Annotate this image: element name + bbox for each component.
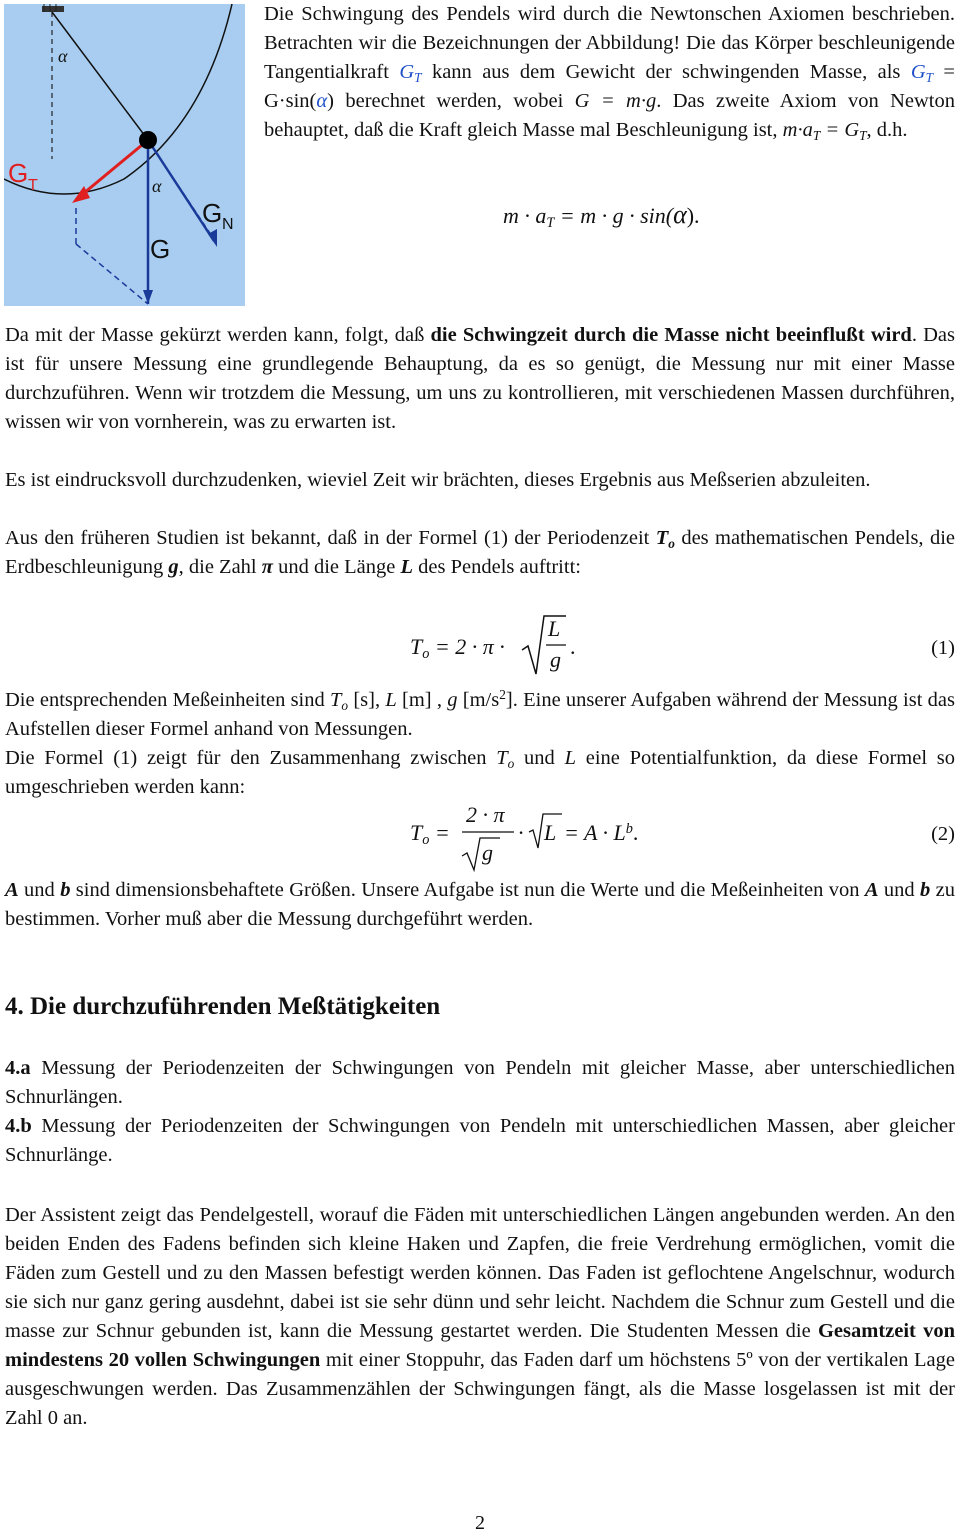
- eq1-rhs: = 2 · π ·: [429, 634, 505, 659]
- pendulum-figure: [4, 4, 245, 306]
- p1-c: . Das ist für unsere Messung eine grundlegende Behauptung, da es so genügt, die Messung nur mit einer Masse durchzuführen. Wenn wir trotzdem die Messung, um uns zu kontrollieren, mit verschiedenen Massen durchführen, wissen wir von vornherein, was zu erwarten ist.: [5, 324, 956, 433]
- gt-symbol-sub: T: [414, 70, 422, 85]
- eq2-sup: b: [625, 821, 633, 837]
- intro-text-3: berechnet werden, wobei: [333, 90, 575, 112]
- item-4b-label: 4.b: [5, 1115, 32, 1137]
- gt-sub-label: T: [28, 177, 38, 194]
- gn-label: G: [202, 198, 223, 228]
- newton-inline: [783, 119, 867, 141]
- ceiling-mount: [42, 6, 64, 12]
- p4-T: T: [330, 689, 342, 711]
- eq1-den: g: [550, 647, 561, 672]
- p3-b: des mathematischen Pendels, die Erdbeschleunigung: [5, 527, 955, 578]
- eq0-close: ).: [686, 203, 700, 228]
- alpha-label-top: α: [58, 46, 68, 66]
- eq2-eq: =: [429, 820, 450, 845]
- eq2-sub: o: [422, 832, 430, 848]
- p5-T-sub: o: [507, 756, 515, 771]
- intro-text-1: Die Schwingung des Pendels wird durch die Newtonschen Axiomen beschrieben. Betrachten wir die Bezeichnungen der Abbildung! Die das Körper beschleunigende Tangentialkraft: [264, 3, 955, 83]
- eq2-sqrt: [528, 810, 564, 850]
- item-4a-text: Messung der Periodenzeiten der Schwingungen von Pendeln mit gleicher Masse, aber unterschiedlichen Schnurlängen.: [5, 1057, 955, 1108]
- p5-a: Die Formel (1) zeigt für den Zusammenhang zwischen: [5, 747, 497, 769]
- p3-g: g: [168, 556, 179, 578]
- paragraph-impressive: Es ist eindrucksvoll durchzudenken, wieviel Zeit wir brächten, dieses Ergebnis aus Meßserien abzuleiten.: [5, 469, 871, 491]
- eq1-T: T: [410, 634, 423, 659]
- p3-e: des Pendels auftritt:: [413, 556, 581, 578]
- p6-b-var: b: [60, 879, 71, 901]
- p1-a: Da mit der Masse gekürzt werden kann, folgt, daß: [5, 324, 431, 346]
- equation-1: [410, 634, 505, 660]
- p6-d: zu bestimmen. Vorher muß aber die Messung durchgeführt werden.: [5, 879, 956, 930]
- eq2-mid: ·: [518, 820, 524, 845]
- eq2-rhs: = A · L: [564, 820, 626, 845]
- gt-formula-letter: G: [910, 61, 926, 83]
- paragraph-mass: [5, 321, 955, 437]
- eq2-rhs-group: [564, 820, 638, 846]
- eq0-lhs: m · a: [503, 203, 547, 228]
- p4-e: ]. Eine unserer Aufgaben während der Messung ist das Aufstellen dieser Formel anhand von Messungen.: [5, 689, 955, 740]
- paragraph-dimensions: [5, 876, 955, 934]
- section-heading: 4. Die durchzuführenden Meßtätigkeiten: [5, 993, 441, 1020]
- item-4b-text: Messung der Periodenzeiten der Schwingungen von Pendeln mit unterschiedlichen Massen, aber gleicher Schnurlänge.: [5, 1115, 955, 1166]
- p6-b-var2: b: [920, 879, 931, 901]
- eq0-rest: = m · g · sin(: [554, 203, 674, 228]
- gt-formula: [911, 61, 933, 83]
- p6-a: und: [18, 879, 61, 901]
- intro-text-2: kann aus dem Gewicht der schwingenden Masse, als: [421, 61, 911, 83]
- item-4b: [5, 1112, 955, 1170]
- sin-alpha: α: [316, 90, 328, 112]
- eq1-sqrt: [520, 612, 568, 676]
- p3-to: [656, 527, 675, 549]
- intro-text-4: . Das zweite Axiom von Newton behauptet, daß die Kraft gleich Masse mal Beschleunigung ist,: [264, 90, 955, 141]
- sin-expr-b: ): [327, 90, 334, 112]
- ma-sub: T: [812, 128, 821, 143]
- eq2-L: L: [544, 820, 557, 845]
- p4-b: [s],: [348, 689, 386, 711]
- equation-2: [410, 820, 450, 846]
- p4-g: g: [447, 689, 458, 711]
- p6-b: sind dimensionsbehaftete Größen. Unsere Aufgabe ist nun die Werte und die Meßeinheiten von: [70, 879, 865, 901]
- ma-text: m·a: [782, 119, 813, 141]
- p7-bold: Gesamtzeit von mindestens 20 vollen Schwingungen: [5, 1320, 956, 1371]
- gn-sub-label: N: [222, 216, 234, 233]
- p5-T: T: [496, 747, 508, 769]
- eq2-T: T: [410, 820, 423, 845]
- p6-c: und: [878, 879, 921, 901]
- p6-A2: A: [864, 879, 879, 901]
- p1-bold: die Schwingzeit durch die Masse nicht beeinflußt wird: [430, 324, 912, 346]
- paragraph-assistant: [5, 1201, 955, 1433]
- page-number: 2: [475, 1512, 485, 1534]
- gt-symbol: [399, 61, 421, 83]
- p3-to-letter: T: [655, 527, 669, 549]
- eq0-alpha: α: [673, 200, 687, 229]
- intro-text-5: , d.h.: [866, 119, 908, 141]
- gt-formula-sub: T: [925, 70, 934, 85]
- eq2-fraction: [458, 800, 518, 872]
- g-equation: G = m·g: [574, 90, 657, 112]
- pendulum-diagram: [4, 4, 245, 306]
- p5-b: und: [514, 747, 565, 769]
- p5-L: L: [564, 747, 576, 769]
- intro-paragraph: [264, 0, 955, 145]
- p3-to-sub: o: [668, 536, 675, 551]
- p3-c: , die Zahl: [178, 556, 262, 578]
- eq1-end: .: [570, 634, 576, 659]
- p6-A: A: [5, 879, 19, 901]
- eq1-num: L: [548, 616, 561, 641]
- eq1-label: (1): [931, 637, 955, 659]
- item-4a: [5, 1054, 955, 1112]
- paragraph-formula-intro: [5, 524, 955, 582]
- p4-c: [m] ,: [396, 689, 448, 711]
- eq0-sub: T: [546, 215, 555, 231]
- alpha-label-mid: α: [152, 176, 162, 196]
- eq2-label: (2): [931, 823, 955, 845]
- eq2-end: .: [632, 820, 639, 845]
- eq1-sub: o: [422, 646, 430, 662]
- gt-label: G: [8, 158, 29, 188]
- paragraph-potential: [5, 744, 955, 802]
- p4-sup: 2: [499, 687, 506, 702]
- sin-expr-a: = G·sin(: [264, 61, 955, 112]
- p7-c: mit einer Stoppuhr, das Faden darf um höchstens 5º von der vertikalen Lage ausgeschwungen werden. Das Zusammenzählen der Schwingungen fängt, als die Masse losgelassen ist mit der Zahl 0 an.: [5, 1349, 956, 1429]
- p3-d: und die Länge: [272, 556, 401, 578]
- eq2-num: 2 · π: [466, 802, 505, 827]
- eq2-den: g: [482, 840, 493, 865]
- p4-L: L: [385, 689, 397, 711]
- p5-c: eine Potentialfunktion, da diese Formel so umgeschrieben werden kann:: [5, 747, 955, 798]
- item-4a-label: 4.a: [5, 1057, 31, 1079]
- pendulum-bob: [139, 131, 157, 149]
- gt-symbol-letter: G: [399, 61, 415, 83]
- p3-pi: π: [261, 556, 273, 578]
- g-label: G: [150, 234, 171, 264]
- p4-T-sub: o: [341, 698, 349, 713]
- p4-a: Die entsprechenden Meßeinheiten sind: [5, 689, 331, 711]
- ma-rhs: = G: [820, 119, 860, 141]
- paragraph-units: [5, 686, 955, 744]
- p4-d: [m/s: [457, 689, 500, 711]
- ma-rhs-sub: T: [859, 128, 867, 143]
- equation-newton: [503, 200, 700, 230]
- p7-a: Der Assistent zeigt das Pendelgestell, worauf die Fäden mit unterschiedlichen Längen angebunden werden. An den beiden Enden des Fadens befinden sich kleine Haken und Zapfen, die freie Verdrehung ermöglichen, vomit die Fäden zum Gestell und zu den Massen befestigt werden können. Das Faden ist geflochtene Angelschnur, wodurch sie sich nur ganz gering ausdehnt, dabei ist sie sehr dünn und sehr leicht. Nachdem die Schnur zum Gestell und die masse zur Schnur gebunden ist, kann die Messung gestartet werden. Die Studenten Messen die: [5, 1204, 955, 1342]
- p3-a: Aus den früheren Studien ist bekannt, daß in der Formel (1) der Periodenzeit: [5, 527, 656, 549]
- p3-L: L: [400, 556, 414, 578]
